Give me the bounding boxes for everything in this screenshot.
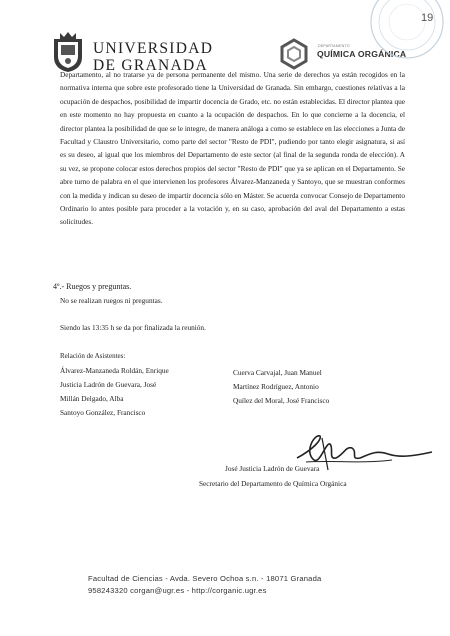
- signatory-title: Secretario del Departamento de Química Orgánica: [199, 479, 347, 488]
- hexagon-logo-icon: [278, 38, 310, 70]
- department-name: QUÍMICA ORGÁNICA: [317, 49, 407, 59]
- registry-stamp-icon: [360, 0, 446, 70]
- attendee-right: Martínez Rodríguez, Antonio: [233, 382, 319, 391]
- footer-address: Facultad de Ciencias - Avda. Severo Ochoa s.n. - 18071 Granada: [88, 574, 322, 583]
- section-title: 4º.- Ruegos y preguntas.: [53, 282, 132, 291]
- attendee-right: Cuerva Carvajal, Juan Manuel: [233, 368, 322, 377]
- attendee-left: Millán Delgado, Alba: [60, 394, 124, 403]
- minutes-paragraph: Departamento, al no tratarse ya de persona permanente del mismo. Una serie de derechos ya están recogidos en la normativa interna que sobre este profesorado tiene la Universidad de Granada. Sin embargo, cuestiones relativas a la ocupación de despachos, posibilidad de impartir docencia de Grado, etc. no están establecidas. El director plantea que en este momento no hay propuesta en cuanto a la ocupación de despachos. En lo que concierne a la docencia, el director plantea la posibilidad de que se le integre, de manera análoga a como se establece en las elecciones a Junta de Facultad y Claustro Universitario, como parte del sector "Resto de PDI", pudiendo por tanto elegir asignatura, si así es su deseo, al igual que los miembros del Departamento de este sector (al final de la segunda ronda de elección). A su vez, se propone colocar estos derechos propios del sector "Resto de PDI" que ya se aplican en el Departamento. Se abre turno de palabra en el que intervienen los profesores Álvarez-Manzaneda y Santoyo, que se muestran conformes con la medida y indican su deseo de impartir docencia sólo en Máster. Se acuerda convocar Consejo de Departamento Ordinario lo antes posible para proceder a la votación y, en su caso, aprobación del aval del Departamento a estas solicitudes.: [60, 70, 405, 227]
- university-name-line2: DE GRANADA: [93, 57, 209, 74]
- attendees-title: Relación de Asistentes:: [60, 352, 126, 360]
- signatory-name: José Justicia Ladrón de Guevara: [225, 464, 320, 473]
- attendee-left: Justicia Ladrón de Guevara, José: [60, 380, 157, 389]
- department-label: DEPARTAMENTO: [318, 44, 350, 48]
- university-crest-icon: [50, 31, 86, 73]
- attendee-right: Quílez del Moral, José Francisco: [233, 396, 330, 405]
- attendee-left: Álvarez-Manzaneda Roldán, Enrique: [60, 366, 169, 375]
- university-name-line1: UNIVERSIDAD: [93, 40, 214, 57]
- attendee-left: Santoyo González, Francisco: [60, 408, 146, 417]
- no-questions-text: No se realizan ruegos ni preguntas.: [60, 296, 163, 305]
- footer-contact: 958243320 corgan@ugr.es - http://corganic.ugr.es: [88, 586, 267, 595]
- closing-text: Siendo las 13:35 h se da por finalizada la reunión.: [60, 323, 206, 332]
- page-number: 19: [421, 12, 434, 24]
